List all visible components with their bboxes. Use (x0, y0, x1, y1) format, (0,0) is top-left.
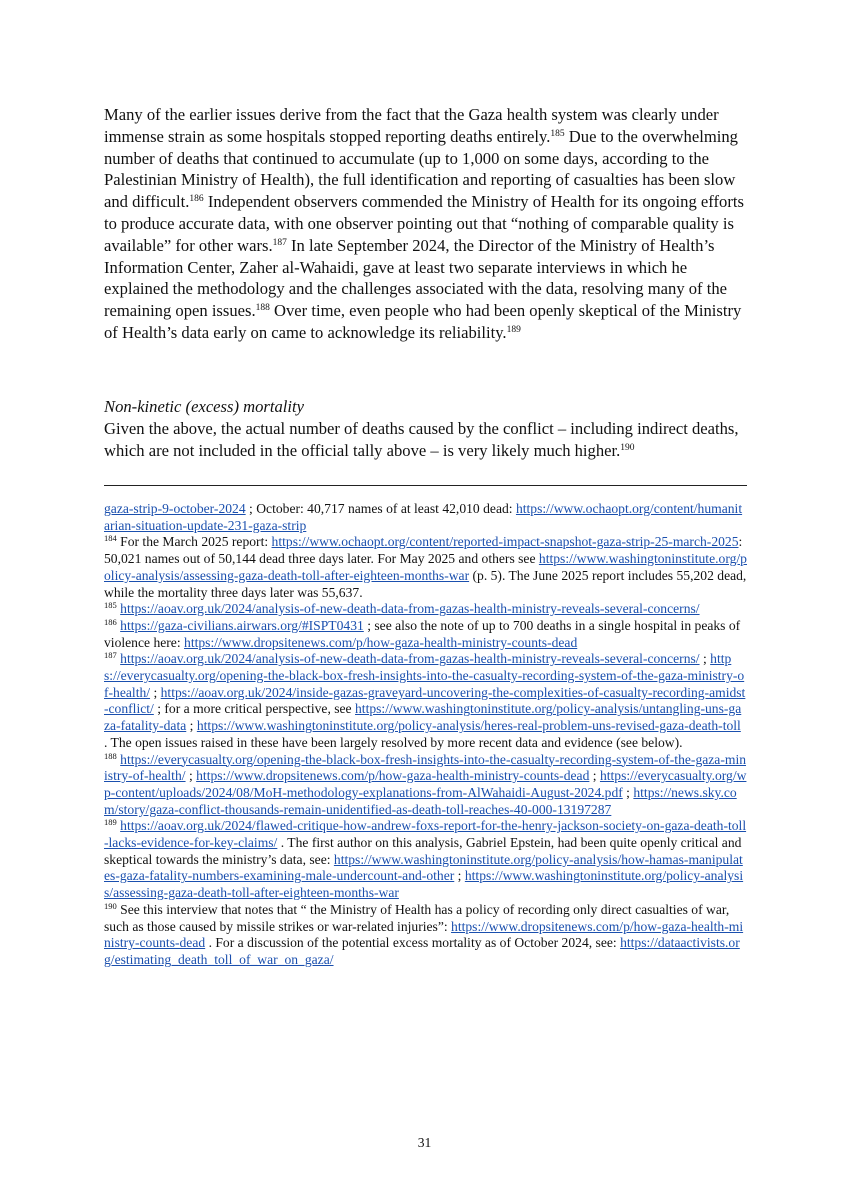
footnote-link[interactable]: https://www.washingtoninstitute.org/policy-analysis/assessing-gaza-death-toll-after-eighteen-months-war (104, 868, 744, 901)
body-paragraph (104, 104, 747, 344)
footnote-text: ; see also the note of up to 700 deaths in a single hospital in peaks of violence here: (104, 617, 741, 650)
footnote-ref-188[interactable]: 188 (255, 303, 270, 314)
footnote-190 (104, 902, 747, 969)
footnote-link[interactable]: https://aoav.org.uk/2024/flawed-critique-how-andrew-foxs-report-for-the-henry-jackson-society-on-gaza-death-toll-lacks-evidence-for-key-claims/ (104, 818, 747, 851)
footnote-text: ; (589, 768, 600, 784)
footnote-link[interactable]: https://aoav.org.uk/2024/analysis-of-new-death-data-from-gazas-health-ministry-reveals-several-concerns/ (120, 601, 700, 617)
footnote-text: ; (186, 718, 197, 734)
footnote-text: ; (622, 784, 634, 800)
footnote-text: ; October: 40,717 names of at least 42,010 dead: (245, 501, 516, 516)
footnotes (104, 501, 747, 969)
footnote-link[interactable]: https://www.washingtoninstitute.org/policy-analysis/how-hamas-manipulates-gaza-fatality-numbers-examining-male-undercount-and-other (104, 851, 743, 884)
body-text: In late September 2024, the Director of the Ministry of Health’s Information Center, Zaher al-Wahaidi, gave at least two separate interviews in which he explained the methodology and the challenges associated with the data, resolving many of the remaining open issues. (104, 235, 728, 321)
section-text: Given the above, the actual number of deaths caused by the conflict – including indirect deaths, which are not included in the official tally above – is very likely much higher. (104, 418, 739, 460)
body-text: Over time, even people who had been openly skeptical of the Ministry of Health’s data early on came to acknowledge its reliability. (104, 301, 742, 342)
footnote-ref-186[interactable]: 186 (189, 194, 204, 205)
footnote-link[interactable]: https://aoav.org.uk/2024/inside-gazas-graveyard-uncovering-the-complexities-of-casualty-recording-amidst-conflict/ (104, 684, 746, 717)
footnote-text: See this interview that notes that “ the Ministry of Health has a policy of recording only direct casualties of war, such as those caused by missile strikes or war-related injuries”: (104, 901, 730, 934)
footnote-text: ; (454, 868, 465, 884)
footnote-ref-189[interactable]: 189 (506, 324, 521, 335)
footnote-text: For the March 2025 report: (116, 534, 272, 550)
footnote-link[interactable]: https://www.ochaopt.org/content/humanitarian-situation-update-231-gaza-strip (104, 501, 743, 533)
footnote-text: : 50,021 names out of 50,144 dead three days later. For May 2025 and others see (104, 534, 743, 567)
footnote-link[interactable]: https://www.ochaopt.org/content/reported-impact-snapshot-gaza-strip-25-march-2025 (271, 534, 739, 550)
footnote-link[interactable]: https://news.sky.com/story/gaza-conflict-thousands-remain-unidentified-as-death-toll-reaches-40-000-13197287 (104, 784, 737, 817)
footnote-number: 190 (104, 900, 117, 911)
footnote-186 (104, 618, 747, 651)
footnote-link[interactable]: https://www.dropsitenews.com/p/how-gaza-health-ministry-counts-dead (196, 768, 590, 784)
footnote-number: 185 (104, 600, 117, 611)
footnote-text: ; (150, 684, 161, 700)
footnote-link[interactable]: https://everycasualty.org/opening-the-black-box-fresh-insights-into-the-casualty-recording-system-of-the-gaza-ministry-of-health/ (104, 751, 747, 784)
footnote-185 (104, 601, 747, 618)
footnote-link[interactable]: https://gaza-civilians.airwars.org/#ISPT0431 (120, 617, 364, 633)
section-excess-mortality (104, 396, 747, 461)
footnote-184 (104, 534, 747, 601)
page-number: 31 (417, 1135, 432, 1150)
body-text: Independent observers commended the Ministry of Health for its ongoing efforts to produce accurate data, with one observer pointing out that “nothing of comparable quality is available” for other wars. (104, 192, 744, 255)
footnote-number: 189 (104, 817, 117, 828)
footnote-separator (104, 485, 747, 486)
footnote-text: . The first author on this analysis, Gabriel Epstein, had been quite openly critical and skeptical towards the ministry’s data, see: (104, 835, 742, 867)
footnote-link[interactable]: https://everycasualty.org/wp-content/uploads/2024/08/MoH-methodology-explanations-from-AlWahaidi-August-2024.pdf (104, 768, 747, 800)
footnote-ref-190[interactable]: 190 (620, 442, 635, 453)
footnote-text: . The open issues raised in these have been largely resolved by more recent data and evidence (see below). (104, 734, 683, 750)
footnote-number: 188 (104, 750, 117, 761)
footnote-ref-187[interactable]: 187 (272, 237, 287, 248)
footnote-text: ; for a more critical perspective, see (153, 701, 355, 717)
footnote-number: 187 (104, 650, 117, 661)
footnote-link[interactable]: https://aoav.org.uk/2024/analysis-of-new-death-data-from-gazas-health-ministry-reveals-several-concerns/ (120, 651, 700, 667)
footnote-text: ; (699, 651, 711, 667)
footnote-ref-185[interactable]: 185 (550, 128, 565, 139)
footnote-187 (104, 651, 747, 751)
footnote-continued (104, 501, 747, 534)
footnote-link[interactable]: https://www.washingtoninstitute.org/policy-analysis/untangling-uns-gaza-fatality-data (104, 701, 742, 734)
footnote-link[interactable]: https://www.washingtoninstitute.org/policy-analysis/assessing-gaza-death-toll-after-eighteen-months-war (104, 551, 747, 583)
footnote-189 (104, 818, 747, 902)
body-text: Many of the earlier issues derive from the fact that the Gaza health system was clearly under immense strain as some hospitals stopped reporting deaths entirely. (104, 105, 719, 146)
footnote-link[interactable]: https://www.dropsitenews.com/p/how-gaza-health-ministry-counts-dead (184, 634, 578, 650)
footnote-number: 184 (104, 533, 117, 544)
footnote-link[interactable]: https://www.washingtoninstitute.org/policy-analysis/heres-real-problem-uns-revised-gaza-death-toll (196, 718, 741, 734)
footnote-number: 186 (104, 616, 117, 627)
section-heading: Non-kinetic (excess) mortality (104, 397, 304, 416)
footnote-text: . For a discussion of the potential excess mortality as of October 2024, see: (205, 935, 621, 951)
footnote-text: ; (185, 768, 197, 784)
footnote-188 (104, 752, 747, 819)
footnote-link[interactable]: gaza-strip-9-october-2024 (104, 501, 246, 516)
body-text: Due to the overwhelming number of deaths that continued to accumulate (up to 1,000 on some days, according to the Palestinian Ministry of Health), the full identification and reporting of casualties has been slow and difficult. (104, 126, 738, 212)
footnote-link[interactable]: https://www.dropsitenews.com/p/how-gaza-health-ministry-counts-dead (104, 918, 744, 951)
footnote-link[interactable]: https://dataactivists.org/estimating_death_toll_of_war_on_gaza/ (104, 935, 740, 967)
footnote-link[interactable]: https://everycasualty.org/opening-the-black-box-fresh-insights-into-the-casualty-recording-system-of-the-gaza-ministry-of-health/ (104, 651, 745, 700)
footnote-text: (p. 5). The June 2025 report includes 55,202 dead, while the mortality three days later was 55,637. (104, 567, 747, 600)
